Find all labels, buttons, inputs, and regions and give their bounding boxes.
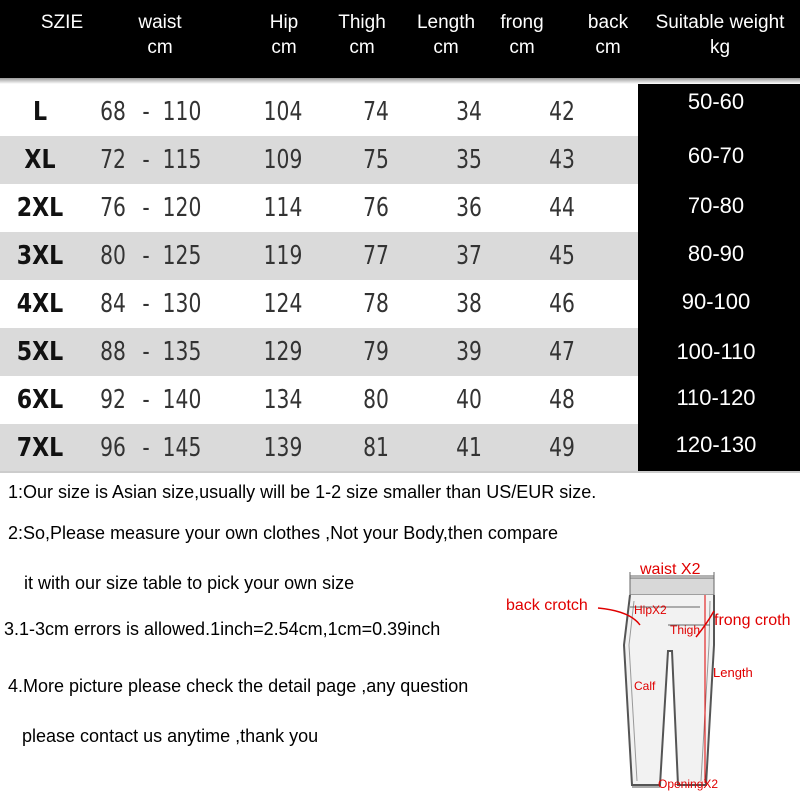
waist-max-cell: 145	[162, 433, 202, 463]
length-cell: 39	[456, 337, 482, 367]
length-cell: 36	[456, 193, 482, 223]
hip-cell: 114	[263, 193, 303, 223]
size-cell: 7XL	[16, 433, 64, 463]
waist-dash: -	[142, 385, 150, 415]
table-row	[0, 376, 638, 424]
waist-min-cell: 92	[100, 385, 126, 415]
waist-max-cell: 115	[162, 145, 202, 175]
thigh-cell: 77	[363, 241, 389, 271]
frong-cell: 42	[549, 97, 575, 127]
waist-max-cell: 120	[162, 193, 202, 223]
waist-min-cell: 96	[100, 433, 126, 463]
length-cell: 41	[456, 433, 482, 463]
size-cell: L	[32, 97, 48, 127]
label-frong-crotch: frong croth	[714, 612, 791, 629]
table-row	[0, 88, 638, 136]
table-row	[0, 136, 638, 184]
table-row	[0, 424, 638, 472]
waist-min-cell: 68	[100, 97, 126, 127]
waist-min-cell: 80	[100, 241, 126, 271]
waist-min-cell: 88	[100, 337, 126, 367]
weight-column	[638, 84, 800, 471]
hip-cell: 119	[263, 241, 303, 271]
note-3: 3.1-3cm errors is allowed.1inch=2.54cm,1cm=0.39inch	[4, 619, 441, 639]
frong-cell: 44	[549, 193, 575, 223]
waist-max-cell: 110	[162, 97, 202, 127]
length-cell: 40	[456, 385, 482, 415]
hip-cell: 109	[263, 145, 303, 175]
header-waist: waist cm	[138, 12, 182, 58]
waist-dash: -	[142, 433, 150, 463]
waist-min-cell: 72	[100, 145, 126, 175]
length-cell: 35	[456, 145, 482, 175]
thigh-cell: 78	[363, 289, 389, 319]
table-header	[0, 0, 800, 78]
label-back-crotch: back crotch	[506, 597, 588, 614]
frong-cell: 46	[549, 289, 575, 319]
hip-cell: 139	[263, 433, 303, 463]
waist-min-cell: 76	[100, 193, 126, 223]
waist-dash: -	[142, 289, 150, 319]
thigh-cell: 80	[363, 385, 389, 415]
thigh-cell: 79	[363, 337, 389, 367]
label-length: Length	[713, 665, 753, 680]
hip-cell: 104	[263, 97, 303, 127]
table-bottom-divider	[0, 471, 800, 473]
weight-cell: 120-130	[675, 432, 757, 457]
length-cell: 38	[456, 289, 482, 319]
frong-cell: 47	[549, 337, 575, 367]
weight-cell: 110-120	[676, 385, 756, 410]
table-row	[0, 280, 638, 328]
weight-cell: 80-90	[687, 241, 745, 266]
thigh-cell: 74	[363, 97, 389, 127]
waist-dash: -	[142, 193, 150, 223]
note-1: 1:Our size is Asian size,usually will be 1-2 size smaller than US/EUR size.	[8, 482, 597, 502]
waist-max-cell: 140	[162, 385, 202, 415]
label-hip: HipX2	[634, 603, 667, 617]
weight-cell: 70-80	[687, 193, 745, 218]
waist-max-cell: 130	[162, 289, 202, 319]
frong-cell: 45	[549, 241, 575, 271]
waist-dash: -	[142, 337, 150, 367]
length-cell: 37	[456, 241, 482, 271]
thigh-cell: 75	[363, 145, 389, 175]
label-waist: waist X2	[640, 561, 701, 578]
waist-dash: -	[142, 97, 150, 127]
pants-measurement-diagram	[500, 555, 800, 800]
size-cell: 6XL	[16, 385, 64, 415]
pants-outline-icon	[500, 555, 800, 800]
size-cell: XL	[24, 145, 56, 175]
length-cell: 34	[456, 97, 482, 127]
weight-cell: 100-110	[676, 339, 756, 364]
frong-cell: 48	[549, 385, 575, 415]
size-cell: 4XL	[16, 289, 64, 319]
hip-cell: 124	[263, 289, 303, 319]
weight-cell: 50-60	[687, 89, 745, 114]
hip-cell: 134	[263, 385, 303, 415]
header-length: Length cm	[416, 12, 476, 58]
waist-min-cell: 84	[100, 289, 126, 319]
header-size: SZIE	[40, 12, 84, 33]
waist-dash: -	[142, 241, 150, 271]
header-back: back cm	[587, 12, 629, 58]
weight-cell: 60-70	[687, 143, 745, 168]
note-4-continued: please contact us anytime ,thank you	[22, 726, 319, 746]
header-weight: Suitable weight kg	[655, 12, 785, 58]
label-calf: Calf	[634, 679, 656, 693]
frong-cell: 49	[549, 433, 575, 463]
note-2-continued: it with our size table to pick your own size	[24, 573, 355, 593]
waist-dash: -	[142, 145, 150, 175]
thigh-cell: 76	[363, 193, 389, 223]
size-cell: 3XL	[16, 241, 64, 271]
header-hip: Hip cm	[269, 12, 299, 58]
size-cell: 2XL	[16, 193, 64, 223]
header-frong: frong cm	[500, 12, 544, 58]
table-row	[0, 328, 638, 376]
waist-max-cell: 135	[162, 337, 202, 367]
label-opening: OpeningX2	[658, 777, 719, 791]
hip-cell: 129	[263, 337, 303, 367]
waist-max-cell: 125	[162, 241, 202, 271]
table-row	[0, 184, 638, 232]
thigh-cell: 81	[363, 433, 389, 463]
table-row	[0, 232, 638, 280]
size-cell: 5XL	[16, 337, 64, 367]
label-thigh: Thigh	[670, 623, 701, 637]
weight-cell: 90-100	[681, 289, 751, 314]
note-4: 4.More picture please check the detail page ,any question	[8, 676, 469, 696]
header-thigh: Thigh cm	[338, 12, 386, 58]
frong-cell: 43	[549, 145, 575, 175]
note-2: 2:So,Please measure your own clothes ,Not your Body,then compare	[8, 523, 558, 543]
